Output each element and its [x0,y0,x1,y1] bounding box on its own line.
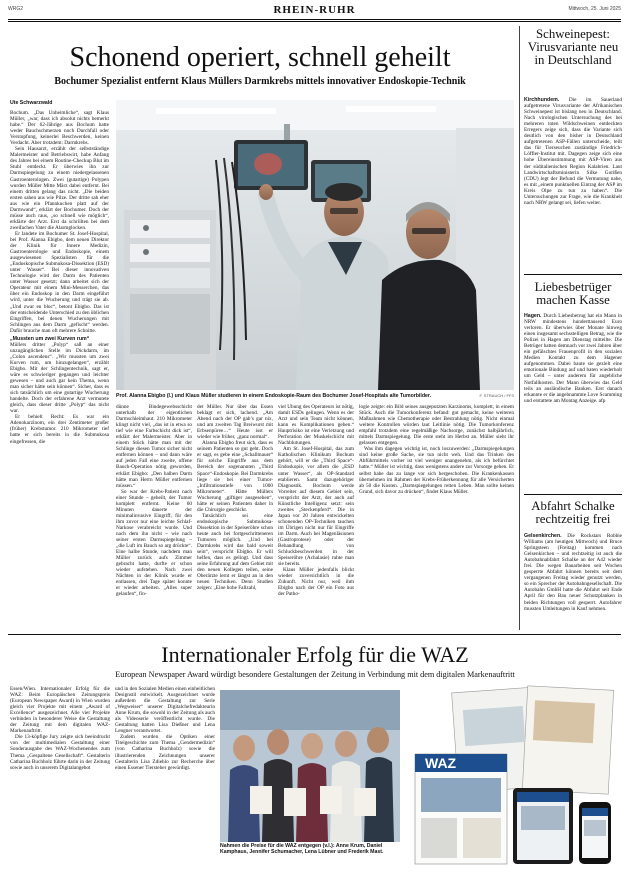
dateline: Gelsenkirchen. [524,533,562,539]
dateline: Hagen. [524,313,542,319]
paragraph: Er behielt Recht: Es war ein Adenokarzinom, ein drei Zentimeter großer (früher) Krebstumor. 210 Mikrometer tief hatte er sich bereits in die Submukosa eingefressen, die [10,414,109,445]
award-photo-caption [220,843,400,855]
article-column-4 [278,404,354,602]
paragraph: Alanna Ebigbo freut sich, dass es seinem Patienten so gut geht. Doch er sagt, es gebe eine „Schallmauer“ für solche Eingriffe aus dem Bereich der sogenannten „Third Space“-Endoskopie. Bei Darmkrebs liege sie bei einer Tumor-„Infiltrationstiefe von 1000 Mikrometer“. Hätte Müllers Wucherung „giftiger ausgesehen“, hätte er seinen Patienten daher in die Chirurgie geschickt. [197,440,273,513]
sidebar-headline-1: Schweinepest: Virusvariante neu in Deutschland [527,27,619,67]
main-headline: Schonend operiert, schnell geheilt [69,42,451,73]
sidebar-rule [524,494,622,495]
sidebar-rule [524,274,622,275]
waz-headline: Internationaler Erfolg für die WAZ [161,642,469,667]
paragraph: Die 13-köpfige Jury zeigte sich beeindruckt von der multimedialen Gestaltung einer Sonderausgabe des WAZ-Wochenendes zum Thema „Gespaltene Gesellschaft“. Gestalterin Catharina Buchholz führte darin in der Zeitung sowie auch in unserem Digitalangebot [10,734,110,771]
header-rule [8,19,621,20]
waz-column-2 [115,686,215,866]
paragraph: det Müller. Nur über das Essen beklagt er sich, lachend. „Am Abend nach der OP gab’s gar nix, und am zweiten Tag Breiwurst mit Erbsenpüree…“ Heute isst er wieder wie früher, „ganz normal“. [197,404,273,441]
header-rule-2 [8,21,621,22]
sidebar-text-3 [524,533,622,631]
sidebar-body: Die im Sauerland aufgetretene Virusvariante der Afrikanischen Schweinepest ist bislang neu in Deutschland. Nach virologischen Untersuchung des bei mehreren toten Wildschweinen entdeckten Erregers zeige sich, dass die Variante sich deutlich von den bisher in Deutschland aufgetretenen ASP-Fällen unterscheide, teilt das für Tierseuchen zuständige Friedrich-Löffler-Institut mit. Dagegen zeige sich eine hohe Übereinstimmung mit ASP-Viren aus der süditalienischen Region Kalabrien. Laut Landwirtschaftsministerin Silke Gorißen (CDU) legt der Befund die Vermutung nahe, es mit „einem punktuellen Eintrag der ASP im Kreis Olpe zu tun zu haben“. Die Untersuchungen zur Frage, wie die Krankheit nach NRW gelangt sei, liefen weiter. [524,97,622,206]
article-column-5 [359,404,514,602]
paragraph: logie zeigte: ein Bild seines ausgeputzten Karzinoms, komplett, in einem Stück. Auch die Tumorkonferenz befand: gut gemacht, keine weiteren Maßnahmen wie Chemotherapie oder Bestrahlung nötig. Nicht einmal weitere Kontrollen würden laut Leitlinie nötig. Die Tumorkonferenz empfahl trotzdem eine regelmäßige Nachsorge, zunächst halbjährlich, mittels Darmspiegelung. Die erste steht im Herbst an. Müller sieht ihr gelassen entgegen. [359,404,514,447]
page-header [8,4,621,18]
main-subhead: Bochumer Spezialist entfernt Klaus Müllers Darmkrebs mittels innovativer Endoskopie-Technik [54,76,466,87]
dateline: Kirchhundem. [524,97,560,103]
caption-text: Prof. Alanna Ebigbo (l.) und Klaus Müller studieren in einem Endoskopie-Raum des Bochumer Josef-Hospitals alte Tumorbilder. [116,393,432,399]
sidebar-text-1 [524,97,622,269]
issue-date: Mittwoch, 25. Juni 2025 [568,6,621,12]
sidebar-text-2 [524,313,622,491]
paragraph: Zudem wurden die Optiken einer Titelgeschichte zum Thema „Gendermedizin“ (von Catharina Buchholz) sowie die illustrierenden Zeichnungen unserer Gestalterin Lisa Zdiehlo zur Recherche über einen Essener Tiersteher gewürdigt. [115,734,215,771]
paragraph: Essen/Wien. Internationaler Erfolg für die WAZ: Beim Europäischen Zeitungspreis (European Newspaper Award) in Wien wurden gleich vier Projekte mit einem „Award of Excellence“ ausgezeichnet. Alle vier Projekte verbinden in besonderer Weise die Gestaltung der Zeitung mit dem digitalen WAZ-Markenauftritt. [10,686,110,735]
paragraph: Klaus Müller jedenfalls blickt wieder zuversichtlich in die Zukunft. Nicht nur, weil ihm Ebigbo nach der OP ein Foto aus der Patho- [278,567,354,598]
paragraph: Tatsächlich sei eine endoskopische Submukosa-Dissektion in der Speiseröhre schon heute auch bei fortgeschritteneren Tumoren möglich. „Und bei Darmkrebs wird das bald soweit sein“, verspricht Ebigbo. Er will helfen, dass es gelingt. Und dass seine Erfahrung auf dem Gebiet mit den neuen Kollegen teilen, seine Oberärzte lernt er längst an in den neuen Techniken. Denn Studien zeigen: „Eine hohe Fallzahl, [197,512,273,592]
paragraph: Am St. Josef-Hospital, das zum Katholischen Klinikum Bochum gehört, will er die „Third Space“-Endoskopie, vor allem die „ESD unter Wasser“, als OP-Standard etablieren. Samt dazugehöriger Diagnostik. Bochum werde Vorreiter auf diesem Gebiet sein, verspricht der Arzt, der auch auf Künstliche Intelligenz setzt: sein zweites „Steckenpferd“. Die in Japan vor 20 Jahren entwickelten schonenden OP-Techniken tauchen im Übrigen nicht nur für Eingriffe im Darm. Auch bei Magenläsionen (Gastroprotese) oder der Behandlung von Schluckbeschwerden in der Speiseröhre (Achalasie) ruhte man sie bereits. [278,446,354,568]
sidebar-headline-3: Abfahrt Schalke rechtzeitig frei [531,499,615,526]
article-photo [116,100,514,390]
page-code: WRG2 [8,6,23,12]
award-photo [220,690,400,842]
paragraph: Müllers dritter „Polyp“ saß an einer unzugänglichen Stelle im Dickdarm, im „Colon ascendens“. „Wir mussten um zwei Kurven rum, um hinzugelangen“, erzählt Ebigbo. Mit der Schlingentechnik, sagt er, wäre es schwieriger gegangen und leichter gewesen – und auch gar kein Thema, wenn man sicher hätte sein können“. Sicher, dass es sich tatsächlich um eine gutartige Wucherung handelte. Doch der erfahrene Arzt vermutete gleich, dass dieser dritte „Polyp“ das nicht war. [10,341,109,415]
paragraph: Er landete im Bochumer St. Josef-Hospital, bei Prof. Alanna Ebigbo, dem neuen Direktor der Klinik für Innere Medizin, Gastroenterologie und Endoskopie, einem ausgewiesenen Spezialisten für die „Endoskopische Submukosa-Dissektion (ESD) unter Wasser“. Bei dieser innovativen Technologie wird der Darm des Patienten unter Wasser gesetzt; dann arbeitet sich der Operateur mit einem Mini-Messerchen, das über ein Endoskop in den Darm eingeführt wird, unter die Wucherung und trägt sie ab. „Und zwar en bloc“, betont Ebigbo. Das ist der entscheidende Unterschied zu den üblichen Eingriffen, bei denen Wucherungen mit Schlingen aus dem Darm „gefischt“ werden. Dafür brauche man oft mehrere Schnitte. [10,230,109,334]
subheading: „Mussten um zwei Kurven rum“ [10,335,90,342]
sidebar-body: Durch Liebesbetrug hat ein Mann in NRW mindestens hunderttausend Euro verloren. Er überwies über Monate hinweg einen insgesamt sechsstelligen Betrag, wie die Polizei in Hagen am Dienstag mitteilte. Die Betrüger hatten demnach vor zwei Jahren über ein gefälschtes Frauenprofil in den sozialen Medien Kontakt zu dem Hagener aufgenommen. Dabei baute sie gezielt eine emotionale Bindung auf und baten wiederholt um Geld – unter anderem für angebliche Notfallkosten. Der Mann überwies das Geld teils an ausländische Banken. Erst danach erkannte er die angebnammte Love Scamming und erstattete am Montag Anzeige. afp [524,313,622,404]
section-rule [8,634,621,635]
waz-subhead: European Newspaper Award würdigt besondere Gestaltungen der Zeitung in Verbindung mit dem digitalen Markenauftritt [115,670,515,679]
photo-caption [116,393,514,399]
paragraph: dünne Bindegewebsschicht unterhalb der eigentlichen Darmschleimhaut. 210 Mikrometer klingt nicht viel, „das ist in etwa so tief wie eine Farbschicht dick ist“, erklärt der Malermeister. Aber in einem Stück hätte man mit der Schlinge diesen Tumor sicher nicht entfernen können – und dann wäre auf jeden Fall eine zweite, offene Bauch-Operation nötig geworden, erklärt Ebigbo: „Den halben Darm hätte man Herrn Müller entfernen müssen.“ [116,404,192,489]
article-column-1 [10,110,109,602]
author-byline: Ute Schwarzwald [10,100,53,106]
paragraph: Was ihm dagegen wichtig ist, noch loszuwerden: „Darmspiegelungen sind keine große Sache, sie tun nicht weh. Und das Trinken des Abführmittels vorher ist viel weniger unangenehm, als ich befürchtet hatte.“ Müller ist wichtig, dass wenigstens andere zur Vorsorge gehen. Er selbst habe das zu lange vor sich hergeschoben. Die Krankenkassen übernehmen im Rahmen der Krebs-Früherkennung für alle Versicherten ab 50 die Kosten. „Darmspiegelungen retten Leben. Man sollte keinen Grund, sich davor zu drücken“, findet Klaus Müller. [359,446,514,495]
article-column-3 [197,404,273,602]
waz-column-1 [10,686,110,866]
article-column-2 [116,404,192,602]
paragraph: viel Übung des Operateurs ist nötig, damit ESDs gelingen. Wenn es der Arzt und sein Team nicht können, kann es Komplikationen geben.“ Hauptrisiko ist eine Verletzung und Perforation der Muskelschicht mit Nachblutungen. [278,404,354,447]
caption-text: Nahmen die Preise für die WAZ entgegen (v.l.): Anne Krum, Daniel Kamphaus, Jennifer Schumacher, Lena Lübner und Frederik Mast. [220,843,384,855]
sidebar-divider [519,26,520,630]
sidebar-headline-2: Liebesbetrüger machen Kasse [534,280,612,307]
waz-logo: WAZ [425,755,457,771]
newspaper-collage [405,684,620,867]
paragraph: und in den Sozialen Medien einen einheitlichen Designstil entwickelt. Ausgezeichnet wurde außerdem die Gestaltung zur Serie „Wegweiser“ unserer Digitalchefredakteurin Anne Krum, die sowohl in der Zeitung als auch als Videoserie veröffentlicht wurde. Die Gestaltung hatten Lisa Dießner und Lena Lengner verantwortet. [115,686,215,735]
section-title: RHEIN-RUHR [273,4,356,16]
photo-credit: F. STRAUCH / FFS [479,393,514,398]
newspaper-pages-graphic [405,684,620,867]
endoscopy-room-photo [116,100,514,390]
award-group-photo [220,690,400,842]
sidebar-body: Die Rockstars Robbie Williams (am heutigen Mittwoch) und Bruce Springsteen (Freitag) kommen nach Gelsenkirchen – und rechtzeitig ist auch die Autobahnabfahrt Schalke an der A42 wieder frei. Die wegen Bauarbeiten seit Wochen gesperrte Abfahrt können bereits seit dem vergangenen Freitag wieder genutzt werden, so ein Sprecher der Autobahngesellschaft. Die Autobahn GmbH hatte die Abfahrt seit Ende April für den Bau neuer Schutzplanken in beiden Richtungen voll gesperrt. Autofahrer mussten Umleitungen in Kauf nehmen. [524,533,622,612]
paragraph: So war der Krebs-Patient nach einer Stunde – geheilt, der Tumor komplett entfernt. Keine 60 Minuten dauerte der minimalinvasive Eingriff, für den ihm zuvor nur eine leichte Schlaf-Narkose verabreicht wurde. Und nach dem ihn nicht – wie nach seiner ersten Darmspiegelung – „die Luft im Bauch so arg drückte“. Eine halbe Stunde, nachdem man Müller zurück aufs Zimmer gebracht hatte, durfte er schon wieder aufstehen. Nach zwei Nächten in der Klinik wurde er entlassen, drei Tage später konnte er wieder arbeiten. „Alles super gelaufen“, fin- [116,488,192,598]
paragraph: Sein Hausarzt, erzählt der selbstständige Malermeister und Betriebswirt, habe Anfang des Jahres bei einem Routine-Checkup Blut im Stuhl entdeckt. Er überwies ihn zur Darmspiegelung zu einem niedergelassenen Gastroenterologen. Zwei (gutartige) Polypen wurden Müller Mitte März dabei entfernt. Bei einem dritten gelang das nicht. „Die beiden ersten sahen aus wie Pilze. Der dritte sah eher aus wie ein Pfannkuchen platt auf der Darmwand“, erklärt der Bochumer. Doch der müsse auch raus, „so schnell wie möglich“, erklärte der Arzt. Erst da schrillten bei dem zweifachen Vater die Alarmglocken. [10,146,109,231]
paragraph: Bochum. „Das Unheimliche“, sagt Klaus Müller, „war, dass ich absolut nichts bemerkt habe.“ Der 62-Jährige aus Bochum hatte weder Bauchschmerzen noch Durchfall oder Verstopfung, keinerlei Beschwerden, keinen Verdacht. Aber trotzdem: Darmkrebs. [10,110,109,147]
